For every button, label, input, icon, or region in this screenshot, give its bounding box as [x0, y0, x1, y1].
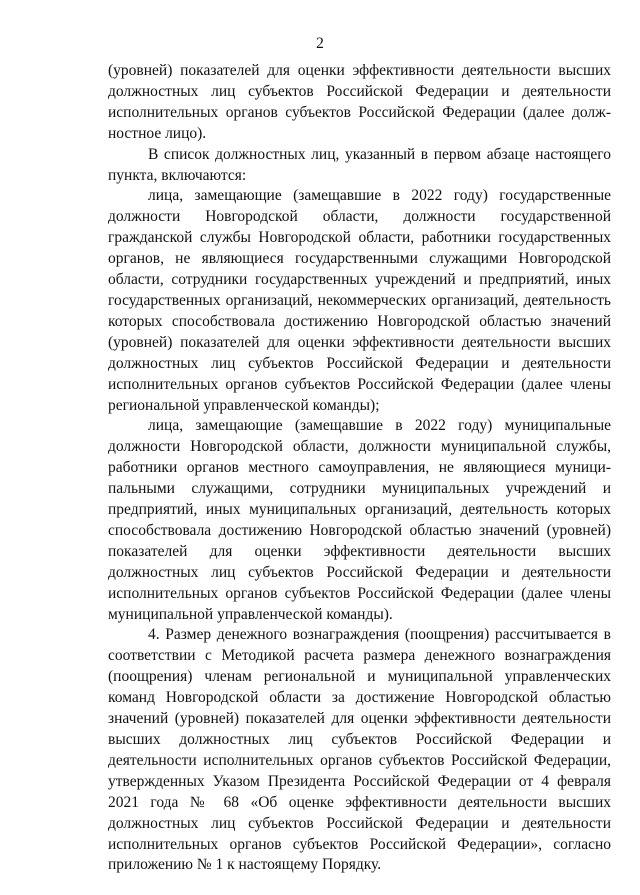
- paragraph-item-4: 4. Размер денежного вознаграждения (поощрения) рассчитывается в соответствии с Методикой расчета размера денежного вознаграждения (поощрения) членам региональной и муниципальной управленческих команд Новгородской области за достижение Новгородской областью значений (уровней) показателей для оценки эффективности деятельности высших должностных лиц субъектов Российской Федерации и деятельности исполнительных органов субъектов Российской Федерации, утвержденных Указом Президента Российской Федерации от 4 февраля 2021 года № 68 «Об оценке эффективности деятельности высших должностных лиц субъектов Российской Федерации и деятельности исполнительных органов субъектов Российской Федерации», согласно приложению № 1 к настоящему Порядку.: [108, 626, 611, 874]
- paragraph-list-intro: В список должностных лиц, указанный в первом абзаце настоящего пункта, включаются:: [108, 145, 611, 184]
- document-body: [108, 61, 611, 876]
- paragraph-continuation: (уровней) показателей для оценки эффективности деятельности высших должностных лиц субъектов Российской Федерации и деятельности исполнительных органов субъектов Российской Федерации (далее должностное лицо).: [108, 62, 611, 142]
- paragraph-regional-team: лица, замещающие (замещавшие в 2022 году) государственные должности Новгородской области, должности государственной гражданской службы Новгородской области, работники государственных органов, не являющиеся государственными служащими Новгородской области, сотрудники государственных учреждений и предприятий, иных государственных организаций, некоммерческих организаций, деятельность которых способствовала достижению Новгородской областью значений (уровней) показателей для оценки эффективности деятельности высших должностных лиц субъектов Российской Федерации и деятельности исполнительных органов субъектов Российской Федерации (далее члены региональной управленческой команды);: [108, 187, 611, 414]
- page-number: 2: [316, 35, 324, 52]
- paragraph-municipal-team: лица, замещающие (замещавшие в 2022 году) муниципальные должности Новгородской области, должности муниципальной службы, работники органов местного самоуправления, не являющиеся муниципальными служащими, сотрудники муниципальных учреждений и предприятий, иных муниципальных организаций, деятельность которых способствовала достижению Новгородской областью значений (уровней) показателей для оценки эффективности деятельности высших должностных лиц субъектов Российской Федерации и деятельности исполнительных органов субъектов Российской Федерации (далее члены муниципальной управленческой команды).: [108, 417, 611, 623]
